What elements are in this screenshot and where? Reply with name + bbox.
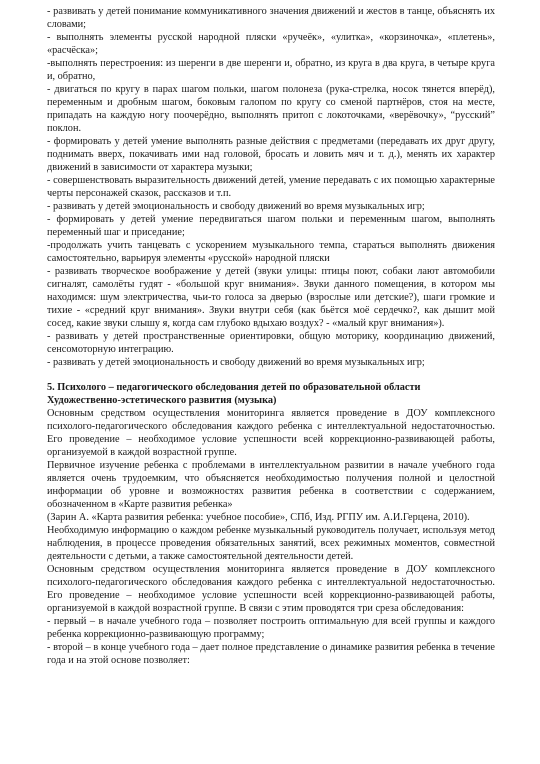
list-item: - второй – в конце учебного года – дает полное представление о динамике развития ребенка в течение года и на этой основе позволяет:	[47, 642, 495, 666]
body-paragraph: Первичное изучение ребенка с проблемами в интеллектуальном развитии в начале учебного года является очень трудоемким, что объясняется необходимостью получения полной и целостной информации об уровне и возможностях развития ребенка в соответствии с содержанием, обозначенном в «Карте развития ребенка»	[47, 460, 495, 510]
section-subtitle: Художественно-эстетического развития (музыка)	[47, 395, 277, 406]
list-item: - развивать у детей пространственные ориентировки, общую моторику, координацию движений, сенсомоторную интеграцию.	[47, 331, 495, 355]
section-title: 5. Психолого – педагогического обследования детей по образовательной области	[47, 382, 421, 393]
list-item: - развивать у детей эмоциональность и свободу движений во время музыкальных игр;	[47, 201, 425, 212]
list-item: - развивать у детей эмоциональность и свободу движений во время музыкальных игр;	[47, 357, 425, 368]
list-item: - формировать у детей умение выполнять разные действия с предметами (передавать их друг другу, поднимать вверх, покачивать ими над головой, бросать и ловить мяч и т. д.), менять их характер движений в зависимости от характера музыки;	[47, 136, 495, 173]
list-item: - формировать у детей умение передвигаться шагом польки и переменным шагом, выполнять переменный шаг и приседание;	[47, 214, 495, 238]
list-item: -выполнять перестроения: из шеренги в две шеренги и, обратно, из круга в два круга, в четыре круга и, обратно,	[47, 58, 495, 82]
list-item: - совершенствовать выразительность движений детей, умение передавать с их помощью характерные черты персонажей сказок, рассказов и т.п.	[47, 175, 495, 199]
body-paragraph: Основным средством осуществления мониторинга является проведение в ДОУ комплексного психолого-педагогического обследования каждого ребенка с интеллектуальной недостаточностью. Его проведение – необходимое условие успешности всей коррекционно-развивающей работы, организуемой в каждой возрастной группе.	[47, 408, 495, 458]
list-item: - выполнять элементы русской народной пляски «ручеёк», «улитка», «корзиночка», «плетень», «расчёска»;	[47, 32, 495, 56]
list-item: - развивать у детей понимание коммуникативного значения движений и жестов в танце, объяснять их словами;	[47, 6, 495, 30]
list-item: -продолжать учить танцевать с ускорением музыкального темпа, стараться выполнять движения самостоятельно, варьируя элементы «русской» народной пляски	[47, 240, 495, 264]
list-item: - первый – в начале учебного года – позволяет построить оптимальную для всей группы и каждого ребенка коррекционно-развивающую программу;	[47, 616, 495, 640]
section-spacer	[47, 369, 495, 381]
body-paragraph: Необходимую информацию о каждом ребенке музыкальный руководитель получает, используя метод наблюдения, в процессе проведения обязательных занятий, всех режимных моментов, совместной деятельности с детьми, а также самостоятельной деятельности детей.	[47, 525, 495, 562]
list-item: - двигаться по кругу в парах шагом польки, шагом полонеза (рука-стрелка, носок тянется вперёд), переменным и дробным шагом, боковым галопом по кругу со сменой партнёров, стоя на месте, припадать на каждую ногу поочерёдно, выполнять притоп с локоточками, «верёвочку», “русский” поклон.	[47, 84, 495, 134]
body-paragraph: Основным средством осуществления мониторинга является проведение в ДОУ комплексного психолого-педагогического обследования каждого ребенка с интеллектуальной недостаточностью. Его проведение – необходимое условие успешности всей коррекционно-развивающей работы, организуемой в каждой возрастной группе. В связи с этим проводятся три среза обследования:	[47, 564, 495, 614]
list-item: - развивать творческое воображение у детей (звуки улицы: птицы поют, собаки лают автомобили сигналят, самолёты гудят - «большой круг внимания». Звуки данного помещения, в котором мы находимся: шум электричества, чьи-то голоса за дверью (взрослые или детские?), шаги громкие и тихие - «средний круг внимания». Звуки внутри себя (как бьётся моё сердечко?, как дышит мой сосед, какие звуки слышу я, когда сам глубоко вдыхаю воздух? - «малый круг внимания»).	[47, 266, 495, 329]
citation-paragraph: (Зарин А. «Карта развития ребенка: учебное пособие», СПб, Изд. РГПУ им. А.И.Герцена, 2010).	[47, 512, 470, 523]
